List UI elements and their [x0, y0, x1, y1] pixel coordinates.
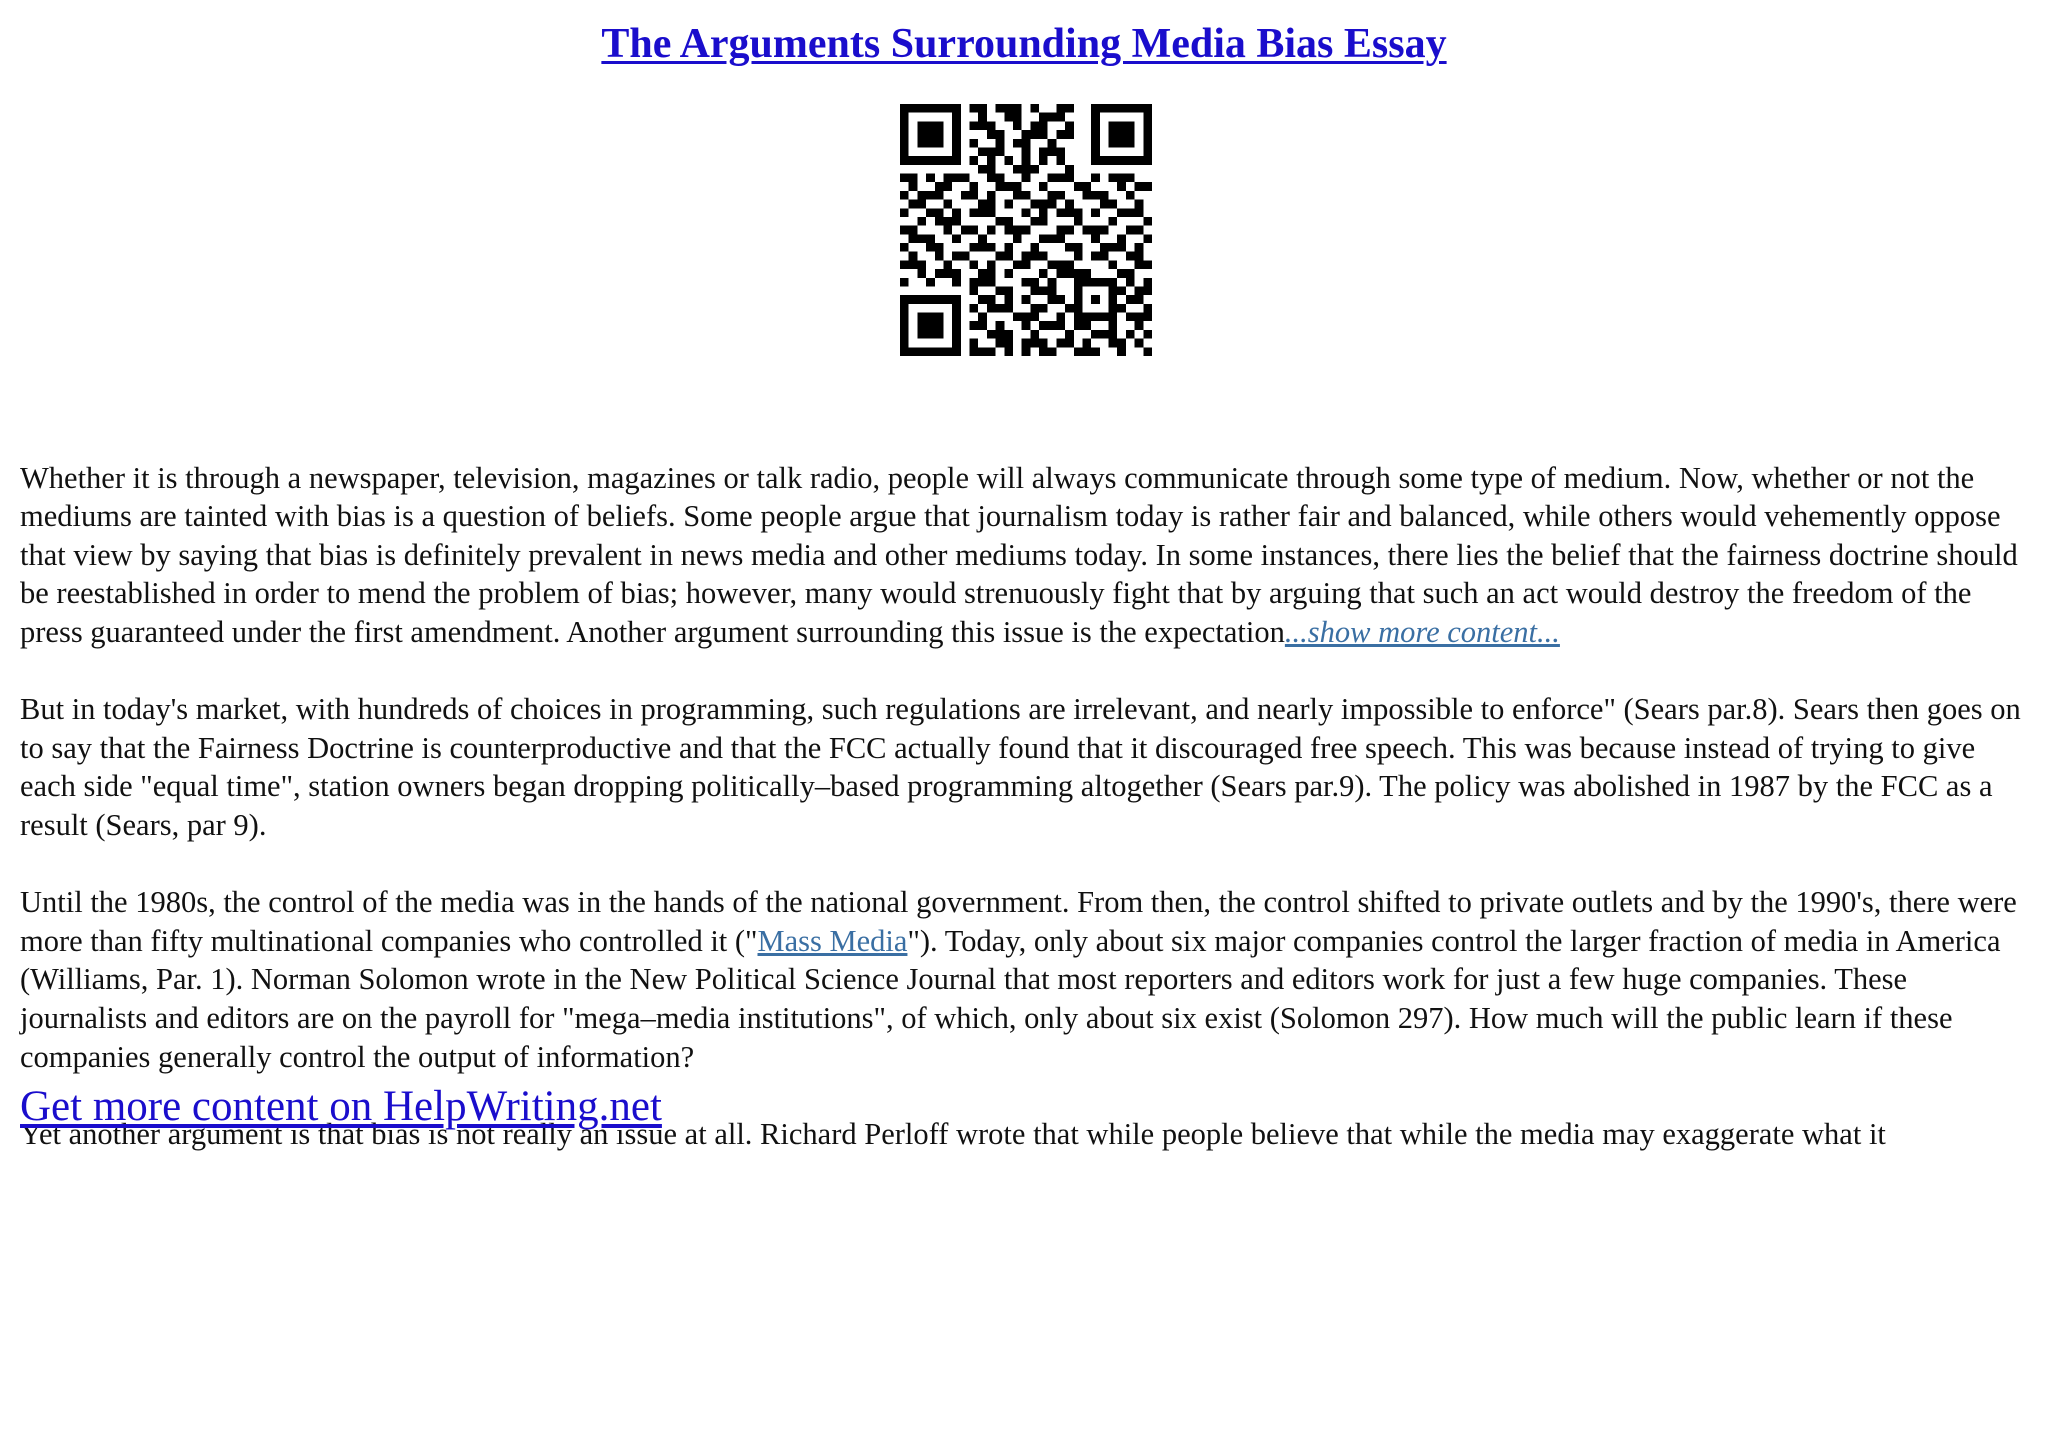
paragraph-intro [20, 459, 2036, 652]
paragraph-perloff: Yet another argument is that bias is not really an issue at all. Richard Perloff wrote that while people believe that while the media may exaggerate what it [20, 1116, 1886, 1151]
qr-code-icon [900, 104, 1152, 356]
paragraph-media-control [20, 883, 2036, 1076]
get-more-content-link[interactable]: Get more content on HelpWriting.net [20, 1083, 662, 1130]
qr-code-graphic [900, 104, 1152, 356]
essay-body [20, 420, 2036, 1192]
paragraph-intro-text: Whether it is through a newspaper, television, magazines or talk radio, people will always communicate through some type of medium. Now, whether or not the mediums are tainted with bias is a question of beliefs. Some people argue that journalism today is rather fair and balanced, while others would vehemently oppose that view by saying that bias is definitely prevalent in news media and other mediums today. In some instances, there lies the belief that the fairness doctrine should be reestablished in order to mend the problem of bias; however, many would strenuously fight that by arguing that such an act would destroy the freedom of the press guaranteed under the first amendment. Another argument surrounding this issue is the expectation [20, 460, 2018, 649]
paragraph-fairness-doctrine: But in today's market, with hundreds of choices in programming, such regulations are irrelevant, and nearly impossible to enforce" (Sears par.8). Sears then goes on to say that the Fairness Doctrine is counterproductive and that the FCC actually found that it discouraged free speech. This was because instead of trying to give each side "equal time", station owners began dropping politically–based programming altogether (Sears par.9). The policy was abolished in 1987 by the FCC as a result (Sears, par 9). [20, 692, 2021, 842]
paragraph-media-control-before: Until the 1980s, the control of the media was in the hands of the national government. From then, the control shifted to private outlets and by the 1990's, there were more than fifty multinational companies who controlled it (" [20, 885, 2017, 958]
page-title [0, 16, 2048, 72]
title-link[interactable]: The Arguments Surrounding Media Bias Essay [601, 21, 1447, 67]
footer [20, 1080, 662, 1134]
mass-media-link[interactable]: Mass Media [757, 923, 908, 958]
paragraph-media-control-after: "). Today, only about six major companies control the larger fraction of media in America (Williams, Par. 1). Norman Solomon wrote in the New Political Science Journal that most reporters and editors work for just a few huge companies. These journalists and editors are on the payroll for "mega–media institutions", of which, only about six exist (Solomon 297). How much will the public learn if these companies generally control the output of information? [20, 923, 2001, 1074]
show-more-link[interactable]: ...show more content... [1284, 614, 1560, 649]
